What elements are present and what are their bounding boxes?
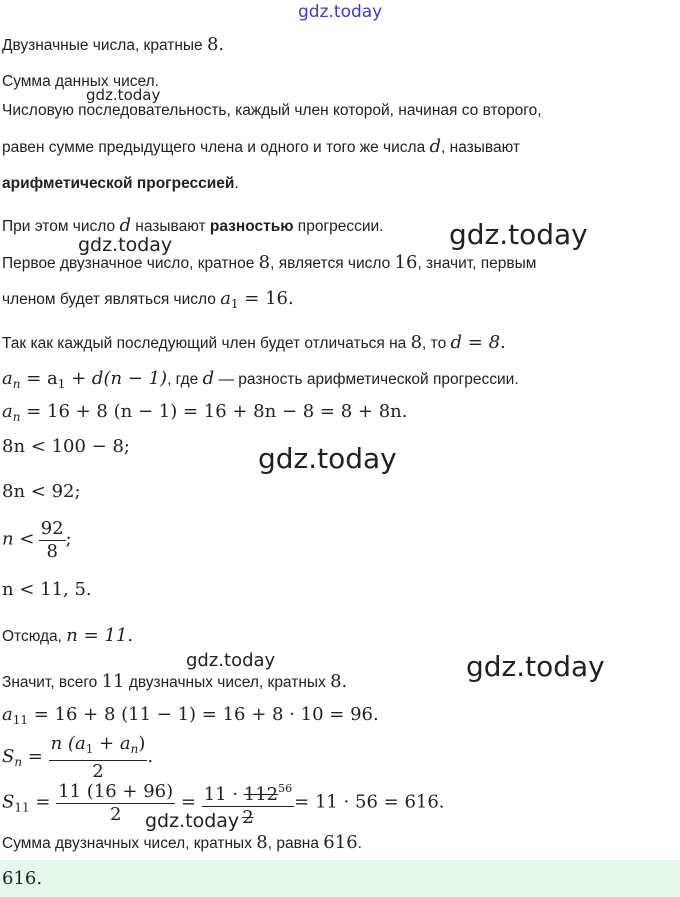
watermark: gdz.today (145, 810, 240, 832)
text: Так как каждый последующий член будет отличаться на (2, 335, 411, 352)
denominator: 8 (46, 541, 58, 562)
answer-value: 616. (2, 868, 43, 889)
math-line: 8n < 100 − 8; (2, 436, 130, 457)
text: Отсюда, (2, 628, 67, 645)
fraction (39, 518, 66, 563)
numerator: 11 (16 + 96) (58, 781, 174, 802)
bold-term: арифметической прогрессией (2, 175, 235, 192)
math: = a (26, 368, 58, 389)
text: . (234, 175, 239, 192)
math: n < (2, 528, 35, 550)
watermark: gdz.today (86, 86, 161, 104)
numerator: $11 \cdot 112^{56}$ (202, 778, 294, 807)
math-line: $S_n$ = $\frac{n (a_1 + a_n)}{2}$ . (2, 733, 154, 782)
fraction (56, 781, 175, 826)
math-line (2, 518, 72, 563)
math-line: n < 11, 5. (2, 579, 92, 600)
math: ; (65, 528, 72, 550)
cancelled-number: 112 (243, 784, 279, 805)
watermark: gdz.today (449, 218, 588, 251)
math: 8 (410, 332, 423, 353)
text: Значит, всего (2, 674, 102, 691)
text-line (2, 833, 362, 854)
text: , равна (267, 835, 324, 852)
fraction (202, 778, 294, 829)
numerator: 92 (40, 518, 64, 539)
watermark: gdz.today (466, 650, 605, 683)
text: Сумма двузначных чисел, кратных (2, 835, 257, 852)
text: При этом число (2, 218, 120, 235)
text-line: $a_n = 16 + 8$ (n − 1) = 16 + 8n − 8 = 8 + 8n. (2, 401, 408, 424)
text-line: Сумма данных чисел. (2, 73, 159, 90)
math: 16 (394, 252, 418, 273)
text: , является число (270, 255, 395, 272)
math: 8 (258, 252, 271, 273)
bold-term: разностью (209, 218, 294, 235)
math: 8 (256, 832, 268, 853)
math: 616 (323, 832, 358, 853)
text: равен сумме предыдущего члена и одного и того же числа (2, 139, 430, 156)
math-line: $a_{11} = 16 + 8$ (11 − 1) = 16 + 8 · 10 = 96. (2, 704, 379, 727)
watermark-top: gdz.today (298, 2, 383, 22)
math: = 16 + 8 (n − 1) = 16 + 8n − 8 = 8 + 8n. (26, 401, 408, 422)
math: 8. (330, 671, 348, 692)
text-line: $a_n = a_1 + d(n - 1)$, где d — разность арифметической прогрессии. (2, 368, 519, 391)
text-line (2, 35, 224, 56)
text-line (2, 333, 506, 354)
math: = 11 · 56 = 616. (294, 791, 445, 813)
text-line (2, 137, 520, 158)
watermark: gdz.today (186, 650, 276, 671)
fraction (49, 733, 148, 783)
text-line (2, 626, 133, 647)
text-line (2, 174, 239, 194)
text: . (357, 835, 362, 852)
watermark: gdz.today (78, 234, 173, 256)
math: d = 8. (450, 332, 506, 353)
math: d (429, 136, 442, 157)
text-line: членом будет являться число $a_1 = 16$. (2, 288, 294, 311)
denominator: 2 (109, 804, 122, 825)
math: = 16 + 8 (11 − 1) = 16 + 8 · 10 = 96. (33, 704, 379, 725)
text: называют (130, 218, 210, 235)
text: — разность арифметической прогрессии. (214, 371, 519, 388)
math: . (147, 746, 154, 768)
math-line: $S_{11}$ = $\frac{11 (16 + 96)}{2}$ = $\frac{11 \cdot 112^{56}}{2}$ = 11 · 56 = 616. (2, 778, 445, 829)
text: , где (167, 371, 203, 388)
text: двузначных чисел, кратных (124, 674, 331, 691)
math-line: 8n < 92; (2, 481, 81, 502)
math: d (202, 368, 215, 389)
numerator: n $(a_1 + a_n)$ (49, 733, 148, 761)
watermark: gdz.today (258, 442, 397, 475)
text: Двузначные числа, кратные (2, 37, 207, 54)
answer-box (0, 860, 680, 897)
reduced-value: 56 (278, 782, 293, 795)
text-line (2, 253, 536, 274)
math: 8. (206, 34, 225, 55)
math: = 16. (244, 288, 294, 309)
text-line: Числовую последовательность, каждый член которой, начиная со второго, (2, 102, 542, 119)
text: членом будет являться число (2, 291, 221, 308)
math: d (119, 215, 131, 236)
text: , называют (441, 139, 520, 156)
text: , то (422, 335, 451, 352)
denominator: 2 (242, 807, 254, 828)
math: n = 11. (66, 625, 134, 646)
text: Первое двузначное число, кратное (2, 255, 259, 272)
text-line (2, 672, 347, 693)
denominator: 2 (92, 761, 104, 782)
math: 11 (101, 671, 125, 692)
text: прогрессии. (293, 218, 384, 235)
text: , значит, первым (417, 255, 537, 272)
text-line (2, 216, 383, 237)
math: + d(n − 1) (65, 368, 168, 389)
